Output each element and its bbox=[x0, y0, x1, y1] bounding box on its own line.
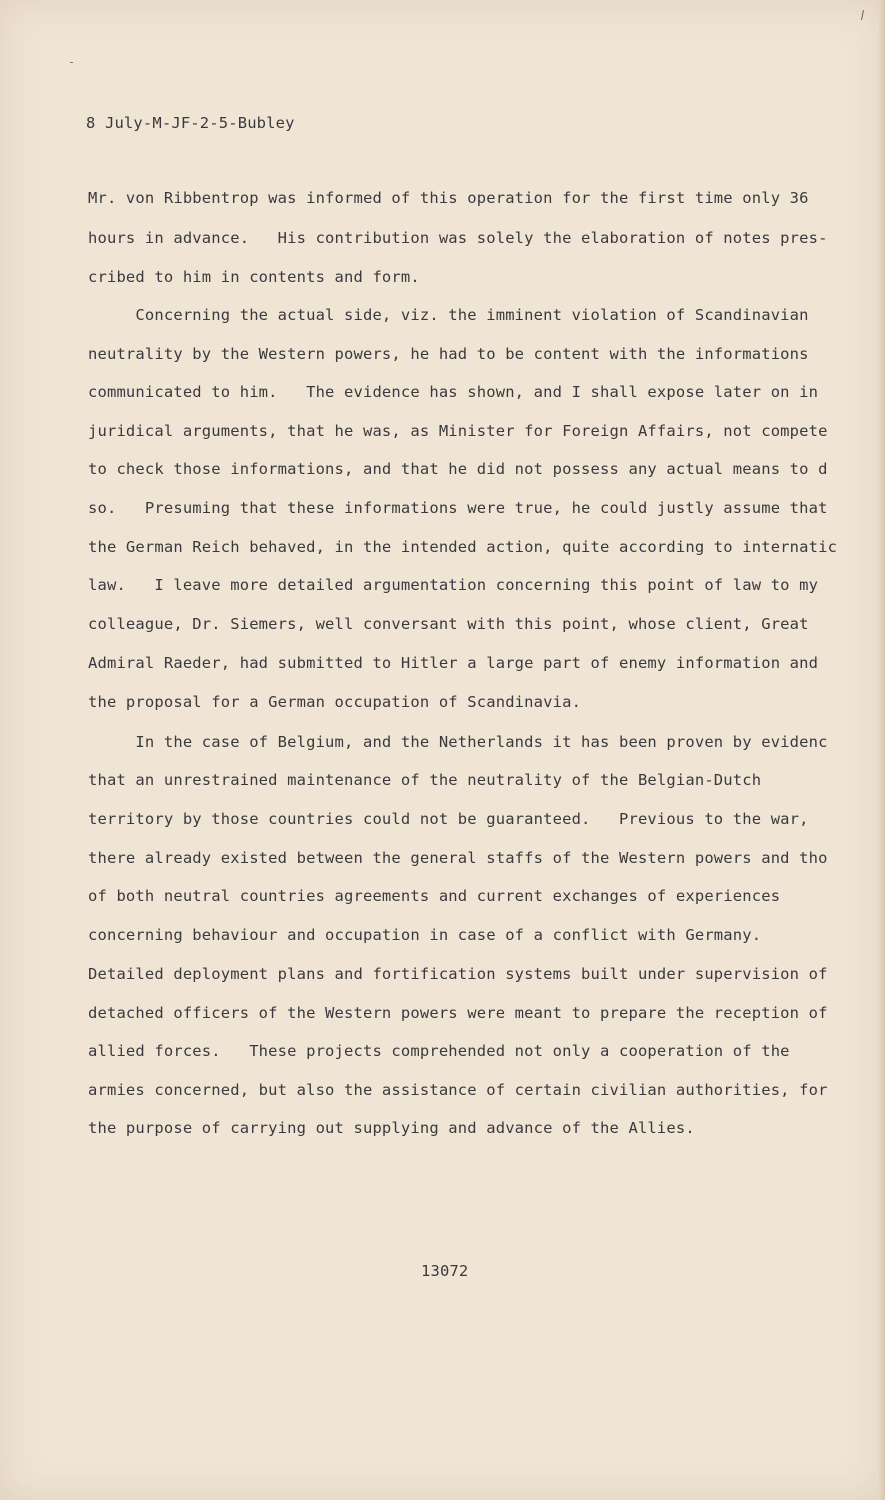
body-line: concerning behaviour and occupation in case of a conflict with Germany. bbox=[88, 926, 762, 944]
page-number: 13072 bbox=[421, 1262, 469, 1280]
body-line: Detailed deployment plans and fortification systems built under supervision of bbox=[88, 965, 828, 983]
body-line: to check those informations, and that he did not possess any actual means to d bbox=[88, 460, 828, 478]
body-line: neutrality by the Western powers, he had to be content with the informations bbox=[88, 345, 809, 363]
body-line: so. Presuming that these informations were true, he could justly assume that bbox=[88, 499, 828, 517]
body-line: In the case of Belgium, and the Netherlands it has been proven by evidenc bbox=[88, 733, 828, 751]
body-line: of both neutral countries agreements and current exchanges of experiences bbox=[88, 887, 781, 905]
page-edge bbox=[879, 0, 885, 1500]
body-line: colleague, Dr. Siemers, well conversant with this point, whose client, Great bbox=[88, 615, 809, 633]
body-line: detached officers of the Western powers were meant to prepare the reception of bbox=[88, 1004, 828, 1022]
body-line: territory by those countries could not be guaranteed. Previous to the war, bbox=[88, 810, 809, 828]
body-line: the proposal for a German occupation of Scandinavia. bbox=[88, 693, 582, 711]
body-line: armies concerned, but also the assistance of certain civilian authorities, for bbox=[88, 1081, 828, 1099]
body-line: the German Reich behaved, in the intended action, quite according to internatic bbox=[88, 538, 838, 556]
pencil-mark bbox=[861, 10, 864, 20]
paper-speck bbox=[70, 62, 73, 63]
body-line: Concerning the actual side, viz. the imminent violation of Scandinavian bbox=[88, 306, 809, 324]
body-line: Admiral Raeder, had submitted to Hitler a large part of enemy information and bbox=[88, 654, 819, 672]
body-line: that an unrestrained maintenance of the neutrality of the Belgian-Dutch bbox=[88, 771, 762, 789]
body-line: communicated to him. The evidence has shown, and I shall expose later on in bbox=[88, 383, 819, 401]
body-line: the purpose of carrying out supplying and advance of the Allies. bbox=[88, 1119, 695, 1137]
body-line: allied forces. These projects comprehended not only a cooperation of the bbox=[88, 1042, 790, 1060]
body-line: law. I leave more detailed argumentation concerning this point of law to my bbox=[88, 576, 819, 594]
body-line: hours in advance. His contribution was solely the elaboration of notes pres- bbox=[88, 229, 828, 247]
body-line: juridical arguments, that he was, as Minister for Foreign Affairs, not compete bbox=[88, 422, 828, 440]
document-header: 8 July-M-JF-2-5-Bubley bbox=[86, 114, 295, 132]
body-line: cribed to him in contents and form. bbox=[88, 268, 420, 286]
body-line: there already existed between the general staffs of the Western powers and tho bbox=[88, 849, 828, 867]
body-line: Mr. von Ribbentrop was informed of this operation for the first time only 36 bbox=[88, 189, 809, 207]
